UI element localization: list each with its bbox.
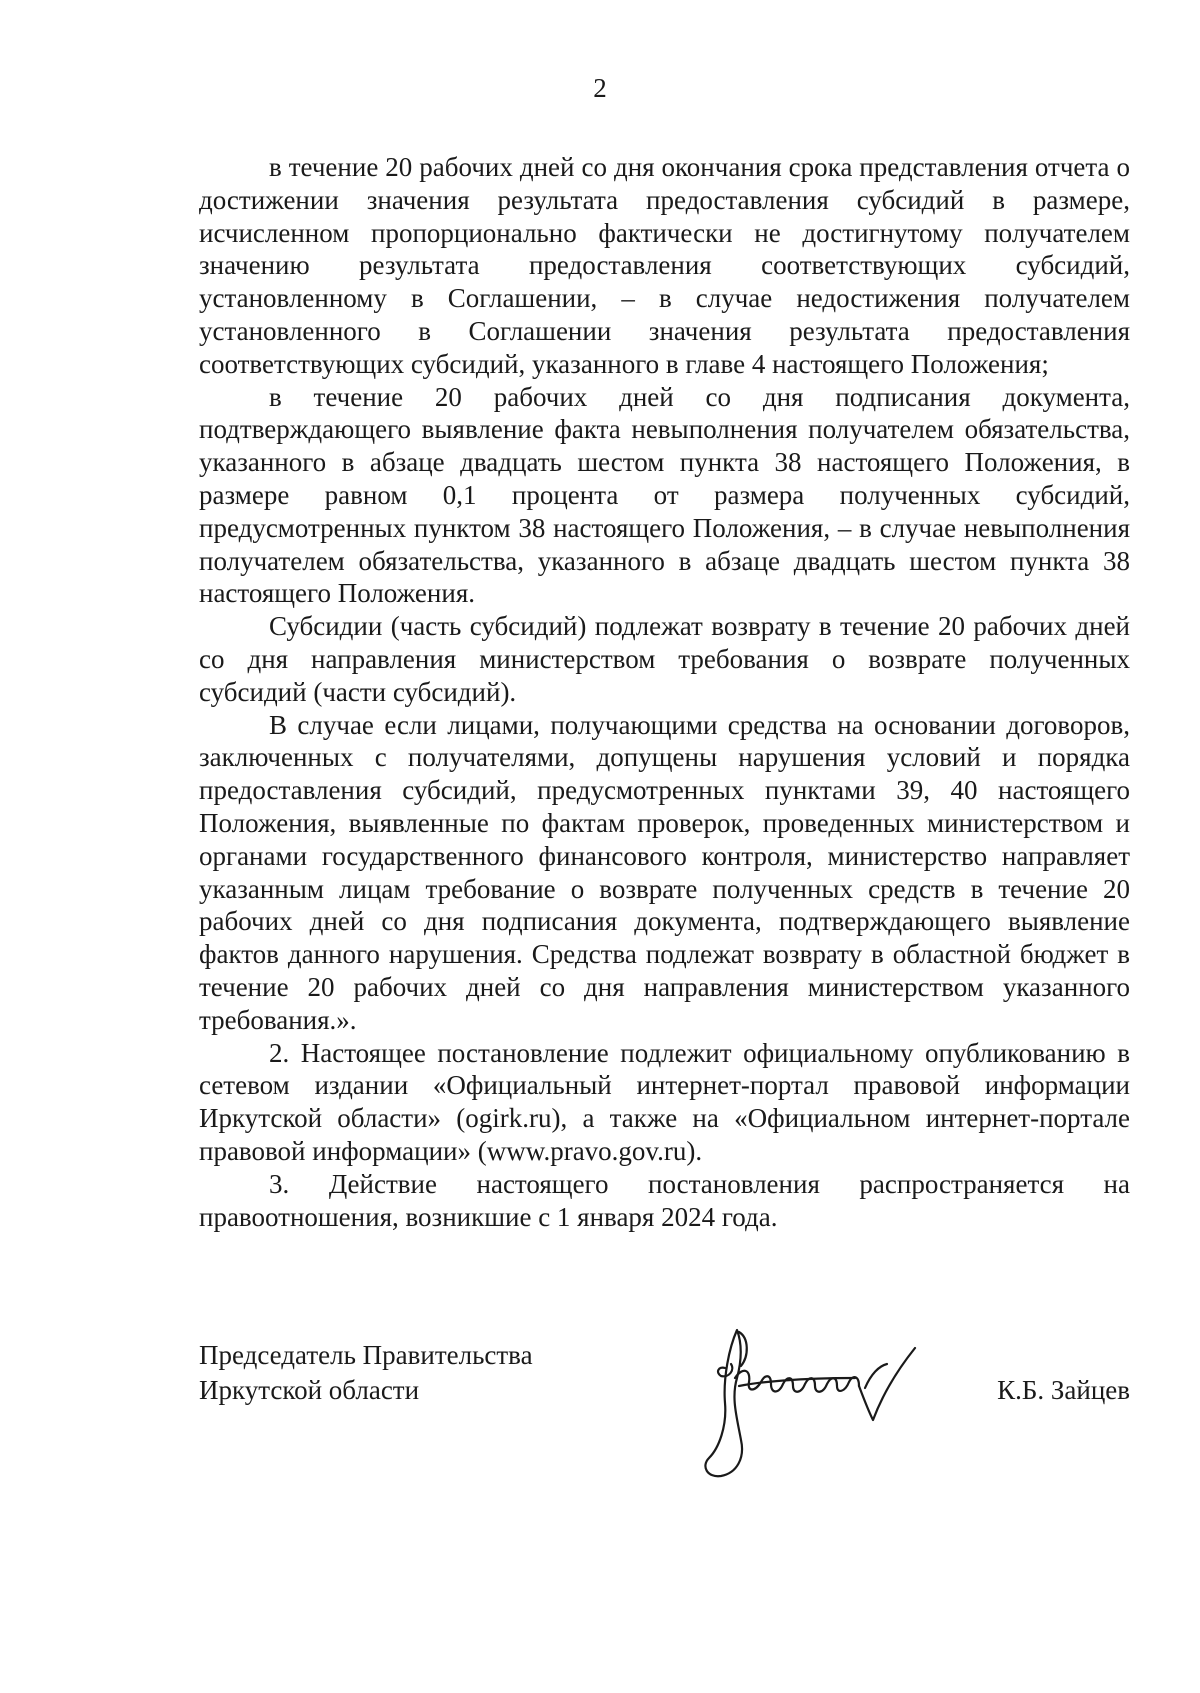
paragraph-contract-violations: В случае если лицами, получающими средства на основании договоров, заключенных с получателями, допущены нарушения условий и порядка предоставления субсидий, предусмотренных пунктами 39, 40 настоящего Положения, выявленные по фактам проверок, проведенных министерством и органами государственного финансового контроля, министерство направляет указанным лицам требование о возврате полученных средств в течение 20 рабочих дней со дня подписания документа, подтверждающего выявление фактов данного нарушения. Средства подлежат возврату в областной бюджет в течение 20 рабочих дней со дня направления министерством указанного требования.». — [199, 709, 1130, 1035]
document-body — [199, 151, 1130, 1233]
paragraph-effective-date: 3. Действие настоящего постановления распространяется на правоотношения, возникшие с 1 января 2024 года. — [199, 1168, 1130, 1232]
signer-title-line-2: Иркутской области — [199, 1375, 420, 1405]
paragraph-refund-deadline-result: в течение 20 рабочих дней со дня окончания срока представления отчета о достижении значения результата предоставления субсидий в размере, исчисленном пропорционально фактически не достигнутому получателем значению результата предоставления соответствующих субсидий, установленному в Соглашении, – в случае недостижения получателем установленного в Соглашении значения результата предоставления соответствующих субсидий, указанного в главе 4 настоящего Положения; — [199, 152, 1130, 379]
paragraph-subsidy-return: Субсидии (часть субсидий) подлежат возврату в течение 20 рабочих дней со дня направления министерством требования о возврате полученных субсидий (части субсидий). — [199, 611, 1130, 707]
page-number: 2 — [593, 73, 607, 103]
signature-block — [199, 1338, 1130, 1478]
paragraph-publication: 2. Настоящее постановление подлежит официальному опубликованию в сетевом издании «Официальный интернет-портал правовой информации Иркутской области» (ogirk.ru), а также на «Официальном интернет-портале правовой информации» (www.pravo.gov.ru). — [199, 1037, 1130, 1166]
handwritten-signature — [679, 1308, 939, 1488]
signer-name: К.Б. Зайцев — [997, 1375, 1130, 1405]
signer-title-line-1: Председатель Правительства — [199, 1340, 533, 1370]
signer-title — [199, 1338, 533, 1408]
paragraph-refund-deadline-obligation: в течение 20 рабочих дней со дня подписания документа, подтверждающего выявление факта невыполнения получателем обязательства, указанного в абзаце двадцать шестом пункта 38 настоящего Положения, в размере равном 0,1 процента от размера полученных субсидий, предусмотренных пунктом 38 настоящего Положения, – в случае невыполнения получателем обязательства, указанного в абзаце двадцать шестом пункта 38 настоящего Положения. — [199, 381, 1130, 609]
